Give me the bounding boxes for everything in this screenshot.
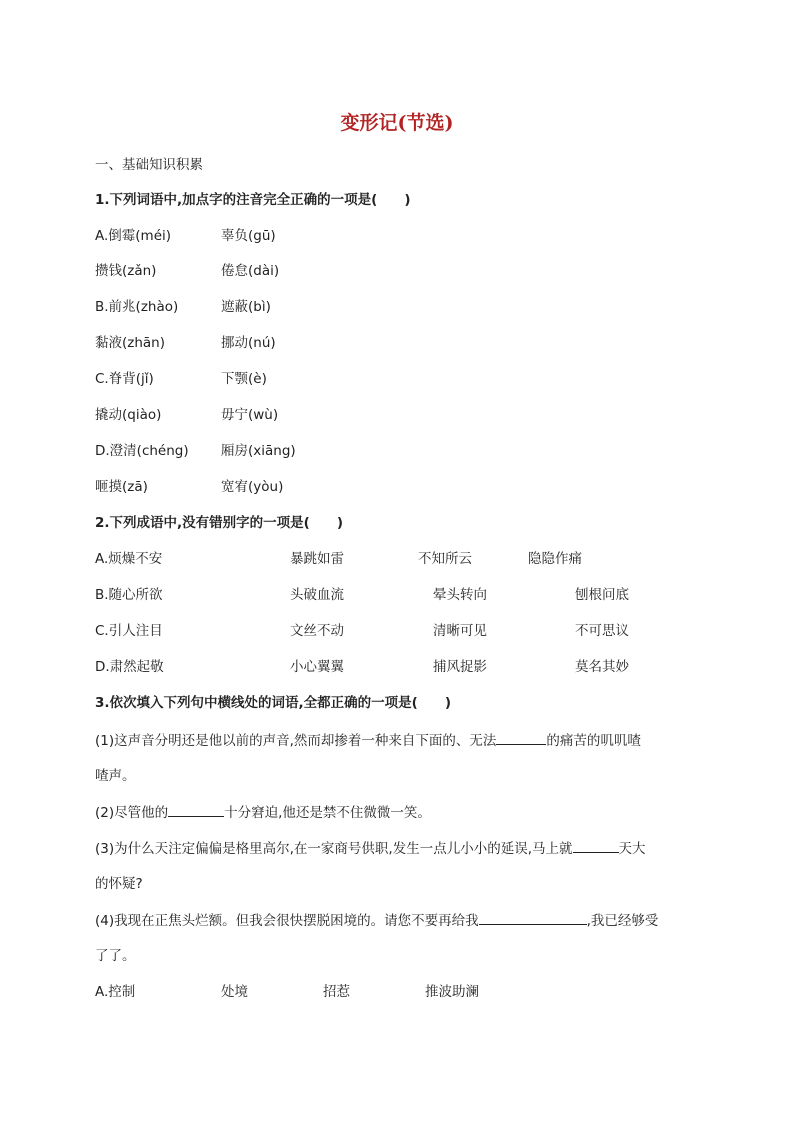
answer-blank bbox=[496, 731, 546, 745]
q1-cell: 辜负(gū) bbox=[221, 228, 276, 244]
q1-cell: C.脊背(jǐ) bbox=[95, 371, 154, 387]
q2-cell: 文丝不动 bbox=[290, 623, 344, 639]
q3-cell: 推波助澜 bbox=[425, 984, 479, 1000]
q1-cell: 毋宁(wù) bbox=[221, 407, 279, 423]
answer-blank bbox=[573, 839, 619, 853]
q1-cell: 宽宥(yòu) bbox=[221, 479, 284, 495]
q3-sentence-3: (3)为什么天注定偏偏是格里高尔,在一家商号供职,发生一点儿小小的延误,马上就 天大 bbox=[95, 841, 646, 857]
q1-cell: 黏液(zhān) bbox=[95, 335, 166, 351]
q1-cell: D.澄清(chéng) bbox=[95, 443, 189, 459]
q1-cell: 撬动(qiào) bbox=[95, 407, 162, 423]
q3-sentence-4-cont: 了了。 bbox=[95, 948, 136, 964]
q1-cell: 攒钱(zǎn) bbox=[95, 263, 157, 279]
q2-cell: 晕头转向 bbox=[433, 587, 487, 603]
q3-cell: A.控制 bbox=[95, 984, 136, 1000]
q2-cell: A.烦燥不安 bbox=[95, 551, 163, 567]
question-1-stem: 1.下列词语中,加点字的注音完全正确的一项是( ) bbox=[95, 192, 411, 208]
q3-cell: 招惹 bbox=[323, 984, 350, 1000]
q2-cell: 不可思议 bbox=[575, 623, 629, 639]
q3-sentence-2: (2)尽管他的 十分窘迫,他还是禁不住微微一笑。 bbox=[95, 805, 431, 821]
q2-cell: 捕风捉影 bbox=[433, 659, 487, 675]
q1-cell: 咂摸(zā) bbox=[95, 479, 148, 495]
section-heading: 一、基础知识积累 bbox=[95, 157, 203, 173]
q3-cell: 处境 bbox=[221, 984, 248, 1000]
q1-cell: 遮蔽(bì) bbox=[221, 299, 271, 315]
q2-cell: 头破血流 bbox=[290, 587, 344, 603]
q2-cell: 不知所云 bbox=[418, 551, 472, 567]
q1-cell: 倦怠(dài) bbox=[221, 263, 280, 279]
q1-cell: 厢房(xiāng) bbox=[221, 443, 296, 459]
q3-sentence-1-cont: 喳声。 bbox=[95, 768, 136, 784]
q1-cell: B.前兆(zhào) bbox=[95, 299, 179, 315]
page-title: 变形记(节选) bbox=[340, 112, 454, 134]
q3-sentence-3-cont: 的怀疑? bbox=[95, 876, 143, 892]
q2-cell: D.肃然起敬 bbox=[95, 659, 164, 675]
q2-cell: 小心翼翼 bbox=[290, 659, 344, 675]
q2-cell: 隐隐作痛 bbox=[528, 551, 582, 567]
q2-cell: 莫名其妙 bbox=[575, 659, 629, 675]
question-2-stem: 2.下列成语中,没有错别字的一项是( ) bbox=[95, 515, 343, 531]
q1-cell: 下颚(è) bbox=[221, 371, 267, 387]
answer-blank bbox=[168, 803, 224, 817]
q3-sentence-4: (4)我现在正焦头烂额。但我会很快摆脱困境的。请您不要再给我 ,我已经够受 bbox=[95, 913, 659, 929]
question-3-stem: 3.依次填入下列句中横线处的词语,全都正确的一项是( ) bbox=[95, 695, 451, 711]
q1-cell: A.倒霉(méi) bbox=[95, 228, 172, 244]
q2-cell: C.引人注目 bbox=[95, 623, 163, 639]
q3-sentence-1: (1)这声音分明还是他以前的声音,然而却掺着一种来自下面的、无法 的痛苦的叽叽喳 bbox=[95, 733, 641, 749]
q1-cell: 挪动(nú) bbox=[221, 335, 276, 351]
q2-cell: 暴跳如雷 bbox=[290, 551, 344, 567]
q2-cell: B.随心所欲 bbox=[95, 587, 163, 603]
q2-cell: 刨根问底 bbox=[575, 587, 629, 603]
q2-cell: 清晰可见 bbox=[433, 623, 487, 639]
answer-blank bbox=[479, 911, 587, 925]
